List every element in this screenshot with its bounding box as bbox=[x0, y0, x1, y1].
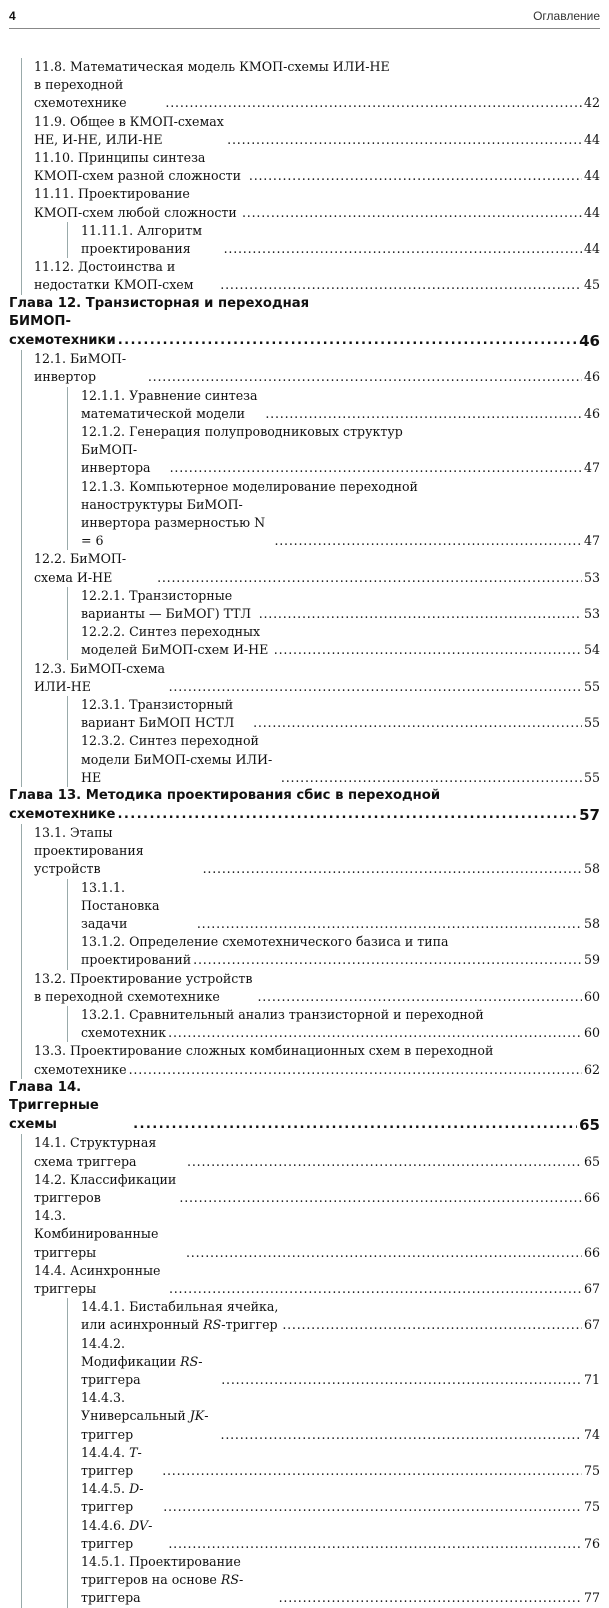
toc-entry-line bbox=[9, 1079, 600, 1135]
page-number: 53 bbox=[583, 569, 600, 585]
dot-leader bbox=[281, 769, 582, 787]
dot-leader bbox=[220, 276, 582, 294]
indent-rule bbox=[21, 1298, 22, 1334]
entry-title: 12.2.1. Транзисторные варианты — БиМОГ) ТТЛ bbox=[81, 587, 251, 621]
toc-entry-line bbox=[9, 732, 600, 787]
entry-title: Глава 13. Методика проектирования сбис в переходной bbox=[9, 788, 441, 804]
indent-rule bbox=[67, 879, 68, 934]
dot-leader bbox=[168, 1024, 582, 1042]
chapter-entry bbox=[9, 295, 600, 351]
entry-title: 12.3.1. Транзисторный вариант БиМОП НСТЛ bbox=[81, 697, 235, 731]
indent-rule bbox=[21, 550, 22, 586]
indent-rule bbox=[67, 623, 68, 659]
indent-rule bbox=[21, 824, 22, 879]
indent-rule bbox=[21, 1553, 22, 1608]
page-number: 77 bbox=[583, 1590, 600, 1606]
entry-title-prefix: 14.4.6. bbox=[81, 1517, 130, 1533]
entry-title: 14.2. Классификации триггеров bbox=[34, 1171, 177, 1205]
entry-title-symbol: T bbox=[129, 1444, 138, 1460]
page-number: 76 bbox=[583, 1535, 600, 1551]
dot-leader bbox=[165, 94, 582, 112]
entry-title bbox=[81, 1480, 161, 1516]
indent-rule bbox=[67, 478, 68, 551]
indent-rule bbox=[21, 1006, 22, 1042]
toc-entry-line bbox=[9, 951, 600, 969]
toc-entry-line bbox=[9, 313, 600, 350]
indent-rule bbox=[67, 933, 68, 969]
dot-leader bbox=[257, 988, 582, 1006]
entry-title: 12.1.2. Генерация полупроводниковых структур bbox=[81, 423, 403, 439]
toc-entry bbox=[9, 350, 600, 386]
indent-rule bbox=[21, 222, 22, 258]
toc-entry bbox=[9, 824, 600, 879]
page-number: 71 bbox=[583, 1372, 600, 1387]
toc-entry bbox=[9, 478, 600, 551]
indent-rule bbox=[21, 1262, 22, 1298]
entry-title-continued: наноструктуры БиМОП-инвертора размерностью N = 6 bbox=[81, 496, 266, 549]
indent-rule bbox=[21, 1480, 22, 1516]
indent-rule bbox=[21, 1389, 22, 1444]
toc-entry bbox=[9, 1444, 600, 1480]
toc-entry-line bbox=[9, 824, 600, 879]
dot-leader bbox=[227, 131, 582, 149]
entry-title-continued: БиМОП-инвертора bbox=[81, 442, 151, 476]
indent-rule bbox=[21, 1134, 22, 1170]
chapter-entry bbox=[9, 1079, 600, 1135]
page-number: 66 bbox=[583, 1189, 600, 1205]
toc-entry-line bbox=[9, 933, 600, 951]
toc-entry bbox=[9, 660, 600, 696]
page-number: 55 bbox=[583, 678, 600, 694]
page-number: 59 bbox=[583, 952, 600, 968]
toc-entry-line bbox=[9, 879, 600, 934]
dot-leader bbox=[203, 860, 582, 878]
indent-rule bbox=[67, 423, 68, 478]
page-number: 60 bbox=[583, 988, 600, 1004]
indent-rule bbox=[67, 1298, 68, 1334]
toc-entry-line bbox=[9, 1134, 600, 1170]
page-number: 46 bbox=[583, 405, 600, 421]
entry-title: 14.3. Комбинированные триггеры bbox=[34, 1208, 159, 1260]
entry-title bbox=[81, 1335, 219, 1390]
page-number: 60 bbox=[583, 1025, 600, 1041]
dot-leader bbox=[253, 714, 582, 732]
entry-title-suffix: -триггер bbox=[81, 1408, 209, 1442]
toc-entry bbox=[9, 1171, 600, 1207]
dot-leader bbox=[129, 1061, 582, 1079]
dot-leader bbox=[259, 605, 582, 623]
toc-entry-line bbox=[9, 76, 600, 112]
entry-title bbox=[81, 1553, 277, 1608]
header-rule bbox=[9, 28, 600, 29]
indent-rule bbox=[21, 696, 22, 732]
dot-leader bbox=[186, 1244, 582, 1262]
toc-entry-line bbox=[9, 1389, 600, 1444]
entry-title: 14.1. Структурная схема триггера bbox=[34, 1135, 157, 1169]
entry-title-suffix: -триггер bbox=[221, 1317, 278, 1333]
indent-rule bbox=[67, 222, 68, 258]
entry-title-symbol: JK bbox=[189, 1408, 205, 1424]
toc-entry-line bbox=[9, 806, 600, 825]
entry-title-symbol: DV bbox=[129, 1517, 149, 1533]
dot-leader bbox=[197, 915, 582, 933]
toc-entry-line bbox=[9, 1298, 600, 1334]
page-number: 55 bbox=[583, 715, 600, 731]
dot-leader bbox=[169, 1280, 582, 1298]
toc-entry-line bbox=[9, 350, 600, 386]
entry-title: 12.1.3. Компьютерное моделирование переходной bbox=[81, 478, 418, 494]
indent-rule bbox=[67, 1389, 68, 1444]
indent-rule bbox=[21, 660, 22, 696]
toc-entry-line bbox=[9, 1444, 600, 1480]
entry-title: 11.12. Достоинства и недостатки КМОП-схем bbox=[34, 259, 194, 293]
entry-title-prefix: 14.4.1. Бистабильная ячейка, или асинхронный bbox=[81, 1299, 279, 1333]
page-number: 42 bbox=[583, 95, 600, 111]
dot-leader bbox=[148, 368, 582, 386]
indent-rule bbox=[67, 387, 68, 423]
toc-entry-line bbox=[9, 441, 600, 477]
page-number: 53 bbox=[583, 605, 600, 621]
toc-entry-line bbox=[9, 387, 600, 423]
entry-title-continued: схемотехнике bbox=[34, 1061, 127, 1077]
indent-rule bbox=[21, 113, 22, 149]
dot-leader bbox=[274, 532, 582, 550]
page-number: 46 bbox=[583, 369, 600, 385]
toc-entry bbox=[9, 1335, 600, 1390]
toc-entry bbox=[9, 879, 600, 934]
page-number: 44 bbox=[583, 131, 600, 147]
entry-title: 12.2.2. Синтез переходных моделей БиМОП-схем И-НЕ bbox=[81, 624, 269, 658]
dot-leader bbox=[187, 1153, 582, 1171]
toc-entry-line bbox=[9, 1006, 600, 1024]
entry-title: 11.9. Общее в КМОП-схемах НЕ, И-НЕ, ИЛИ-НЕ bbox=[34, 113, 224, 147]
toc-entry bbox=[9, 1389, 600, 1444]
page-number: 4 bbox=[9, 9, 16, 23]
toc-entry-line bbox=[9, 623, 600, 659]
page-number: 57 bbox=[579, 805, 600, 824]
toc-entry-line bbox=[9, 1042, 600, 1060]
indent-rule bbox=[67, 1517, 68, 1553]
page-number: 65 bbox=[579, 1115, 600, 1134]
page-number: 66 bbox=[583, 1244, 600, 1260]
page-number: 45 bbox=[583, 277, 600, 293]
toc-entry bbox=[9, 1298, 600, 1334]
entry-title-continued: схемотехнике bbox=[9, 806, 116, 822]
toc-entry-line bbox=[9, 423, 600, 441]
entry-title: Глава 12. Транзисторная и переходная bbox=[9, 295, 310, 311]
entry-title: 12.1.1. Уравнение синтеза математической модели bbox=[81, 387, 258, 421]
toc-entry-line bbox=[9, 478, 600, 496]
dot-leader bbox=[162, 1462, 582, 1480]
entry-title-suffix: -триггер bbox=[81, 1481, 144, 1515]
page-number: 58 bbox=[583, 916, 600, 932]
toc-entry bbox=[9, 1262, 600, 1298]
toc-entry-line bbox=[9, 550, 600, 586]
toc-entry bbox=[9, 587, 600, 623]
indent-rule bbox=[21, 258, 22, 294]
indent-rule bbox=[67, 1006, 68, 1042]
toc-entry bbox=[9, 222, 600, 258]
dot-leader bbox=[169, 678, 582, 696]
entry-title: 11.10. Принципы синтеза КМОП-схем разной сложности bbox=[34, 150, 242, 184]
toc-entry-line bbox=[9, 496, 600, 551]
page-number: 44 bbox=[583, 241, 600, 257]
indent-rule bbox=[67, 1553, 68, 1608]
dot-leader bbox=[221, 1371, 582, 1389]
running-title: Оглавление bbox=[533, 9, 600, 23]
entry-title-symbol: RS bbox=[203, 1317, 222, 1333]
indent-rule bbox=[21, 1335, 22, 1390]
entry-title bbox=[81, 1444, 160, 1480]
page-number: 47 bbox=[583, 460, 600, 476]
entry-title: 13.1. Этапы проектирования устройств bbox=[34, 825, 144, 877]
toc-entry bbox=[9, 1207, 600, 1262]
dot-leader bbox=[249, 167, 582, 185]
page-number: 47 bbox=[583, 533, 600, 549]
entry-title: 13.1.2. Определение схемотехнического базиса и типа bbox=[81, 934, 449, 950]
indent-rule bbox=[21, 350, 22, 386]
page-number: 62 bbox=[583, 1061, 600, 1077]
entry-title: 13.3. Проектирование сложных комбинационных схем в переходной bbox=[34, 1043, 494, 1059]
toc-entry bbox=[9, 623, 600, 659]
toc-entry-line bbox=[9, 970, 600, 1006]
page-number: 67 bbox=[583, 1280, 600, 1296]
entry-title: 12.1. БиМОП-инвертор bbox=[34, 351, 127, 385]
dot-leader bbox=[117, 806, 577, 825]
indent-rule bbox=[21, 1042, 22, 1078]
dot-leader bbox=[265, 405, 582, 423]
indent-rule bbox=[67, 696, 68, 732]
entry-title: 13.2. Проектирование устройств в переходной схемотехнике bbox=[34, 970, 253, 1004]
toc-entry-line bbox=[9, 149, 600, 185]
dot-leader bbox=[221, 1426, 582, 1444]
entry-title-prefix: 14.5.1. Проектирование триггеров на основе bbox=[81, 1554, 241, 1588]
entry-title-continued: в переходной схемотехнике bbox=[34, 77, 127, 111]
indent-rule bbox=[21, 970, 22, 1006]
entry-title: 14.4. Асинхронные триггеры bbox=[34, 1262, 161, 1296]
entry-title: 13.2.1. Сравнительный анализ транзисторной и переходной bbox=[81, 1007, 484, 1023]
page-number: 54 bbox=[583, 642, 600, 658]
indent-rule bbox=[21, 879, 22, 934]
toc-entry-line bbox=[9, 1335, 600, 1390]
entry-title-continued: схемотехник bbox=[81, 1025, 167, 1041]
toc-entry-line bbox=[9, 1171, 600, 1207]
entry-title-prefix: 14.4.3. Универсальный bbox=[81, 1390, 190, 1424]
dot-leader bbox=[242, 204, 582, 222]
dot-leader bbox=[157, 569, 582, 587]
indent-rule bbox=[21, 933, 22, 969]
page-number: 75 bbox=[583, 1463, 600, 1479]
dot-leader bbox=[168, 1535, 582, 1553]
toc-entry bbox=[9, 58, 600, 113]
toc-entry bbox=[9, 387, 600, 423]
toc-entry bbox=[9, 1134, 600, 1170]
page-number: 67 bbox=[583, 1317, 600, 1333]
entry-title: 11.11.1. Алгоритм проектирования bbox=[81, 222, 203, 257]
toc-entry-line bbox=[9, 222, 600, 258]
dot-leader bbox=[133, 1116, 577, 1135]
page-number: 44 bbox=[583, 204, 600, 220]
indent-rule bbox=[21, 478, 22, 551]
entry-title-prefix: 14.4.5. bbox=[81, 1481, 130, 1497]
dot-leader bbox=[170, 459, 582, 477]
indent-rule bbox=[21, 387, 22, 423]
dot-leader bbox=[224, 240, 582, 258]
page-number: 46 bbox=[579, 331, 600, 350]
dot-leader bbox=[118, 332, 577, 351]
dot-leader bbox=[274, 641, 582, 659]
table-of-contents bbox=[9, 58, 600, 1608]
indent-rule bbox=[21, 149, 22, 185]
dot-leader bbox=[193, 951, 582, 969]
indent-rule bbox=[67, 1480, 68, 1516]
dot-leader bbox=[163, 1498, 582, 1516]
toc-entry-line bbox=[9, 258, 600, 294]
entry-title: Глава 14. Триггерные схемы bbox=[9, 1079, 99, 1132]
toc-entry-line bbox=[9, 1024, 600, 1042]
entry-title bbox=[81, 1517, 166, 1553]
toc-entry-line bbox=[9, 58, 600, 76]
entry-title-suffix: -триггер bbox=[81, 1444, 142, 1479]
indent-rule bbox=[67, 587, 68, 623]
entry-title-symbol: D bbox=[129, 1481, 140, 1497]
chapter-entry bbox=[9, 787, 600, 824]
entry-title-continued: БИМОП-схемотехники bbox=[9, 314, 116, 348]
toc-entry bbox=[9, 185, 600, 221]
indent-rule bbox=[21, 423, 22, 478]
toc-entry bbox=[9, 258, 600, 294]
page-number: 74 bbox=[583, 1426, 600, 1442]
entry-title-symbol: RS bbox=[180, 1353, 199, 1369]
toc-entry-line bbox=[9, 1517, 600, 1553]
indent-rule bbox=[67, 1335, 68, 1390]
toc-entry-line bbox=[9, 587, 600, 623]
entry-title-prefix: 14.4.2. Модификации bbox=[81, 1335, 181, 1369]
toc-entry bbox=[9, 732, 600, 787]
indent-rule bbox=[21, 1207, 22, 1262]
toc-entry bbox=[9, 113, 600, 149]
toc-entry bbox=[9, 423, 600, 478]
entry-title-prefix: 14.4.4. bbox=[81, 1444, 130, 1460]
indent-rule bbox=[21, 1171, 22, 1207]
toc-entry bbox=[9, 1042, 600, 1078]
page-number: 58 bbox=[583, 861, 600, 877]
entry-title: 11.11. Проектирование КМОП-схем любой сложности bbox=[34, 186, 237, 220]
toc-entry bbox=[9, 696, 600, 732]
toc-entry-line bbox=[9, 1553, 600, 1608]
indent-rule bbox=[21, 732, 22, 787]
toc-entry-line bbox=[9, 1061, 600, 1079]
toc-entry-line bbox=[9, 1207, 600, 1262]
indent-rule bbox=[21, 58, 22, 113]
toc-entry bbox=[9, 149, 600, 185]
entry-title: 12.3. БиМОП-схема ИЛИ-НЕ bbox=[34, 660, 166, 694]
toc-entry-line bbox=[9, 660, 600, 696]
toc-entry-line bbox=[9, 295, 600, 314]
indent-rule bbox=[21, 1517, 22, 1553]
page-number: 55 bbox=[583, 769, 600, 785]
page-number: 65 bbox=[583, 1153, 600, 1169]
indent-rule bbox=[21, 1444, 22, 1480]
toc-entry bbox=[9, 1006, 600, 1042]
toc-entry bbox=[9, 1480, 600, 1516]
toc-entry bbox=[9, 1553, 600, 1608]
toc-entry bbox=[9, 550, 600, 586]
toc-entry bbox=[9, 1517, 600, 1553]
page-number: 44 bbox=[583, 168, 600, 184]
indent-rule bbox=[21, 623, 22, 659]
entry-title bbox=[81, 1298, 280, 1334]
toc-entry-line bbox=[9, 787, 600, 806]
toc-entry-line bbox=[9, 696, 600, 732]
toc-entry-line bbox=[9, 1262, 600, 1298]
indent-rule bbox=[67, 1444, 68, 1480]
indent-rule bbox=[21, 185, 22, 221]
indent-rule bbox=[67, 732, 68, 787]
entry-title-suffix: -триггер bbox=[81, 1517, 153, 1551]
dot-leader bbox=[282, 1316, 582, 1334]
page-number: 75 bbox=[583, 1499, 600, 1515]
entry-title-suffix: -триггера bbox=[81, 1353, 203, 1387]
entry-title: 12.3.2. Синтез переходной модели БиМОП-схемы ИЛИ-НЕ bbox=[81, 733, 273, 785]
toc-entry bbox=[9, 970, 600, 1006]
toc-entry bbox=[9, 933, 600, 969]
entry-title-suffix: -триггера bbox=[81, 1572, 244, 1606]
entry-title: 12.2. БиМОП-схема И-НЕ bbox=[34, 551, 127, 585]
indent-rule bbox=[21, 587, 22, 623]
dot-leader bbox=[279, 1589, 582, 1607]
page-header bbox=[9, 6, 600, 26]
entry-title-symbol: RS bbox=[220, 1572, 239, 1588]
toc-entry-line bbox=[9, 1480, 600, 1516]
entry-title bbox=[81, 1389, 219, 1444]
entry-title-continued: проектирований bbox=[81, 952, 192, 968]
entry-title: 11.8. Математическая модель КМОП-схемы ИЛИ-НЕ bbox=[34, 59, 390, 74]
dot-leader bbox=[179, 1189, 582, 1207]
entry-title: 13.1.1. Постановка задачи bbox=[81, 879, 160, 932]
toc-entry-line bbox=[9, 113, 600, 149]
toc-entry-line bbox=[9, 185, 600, 221]
